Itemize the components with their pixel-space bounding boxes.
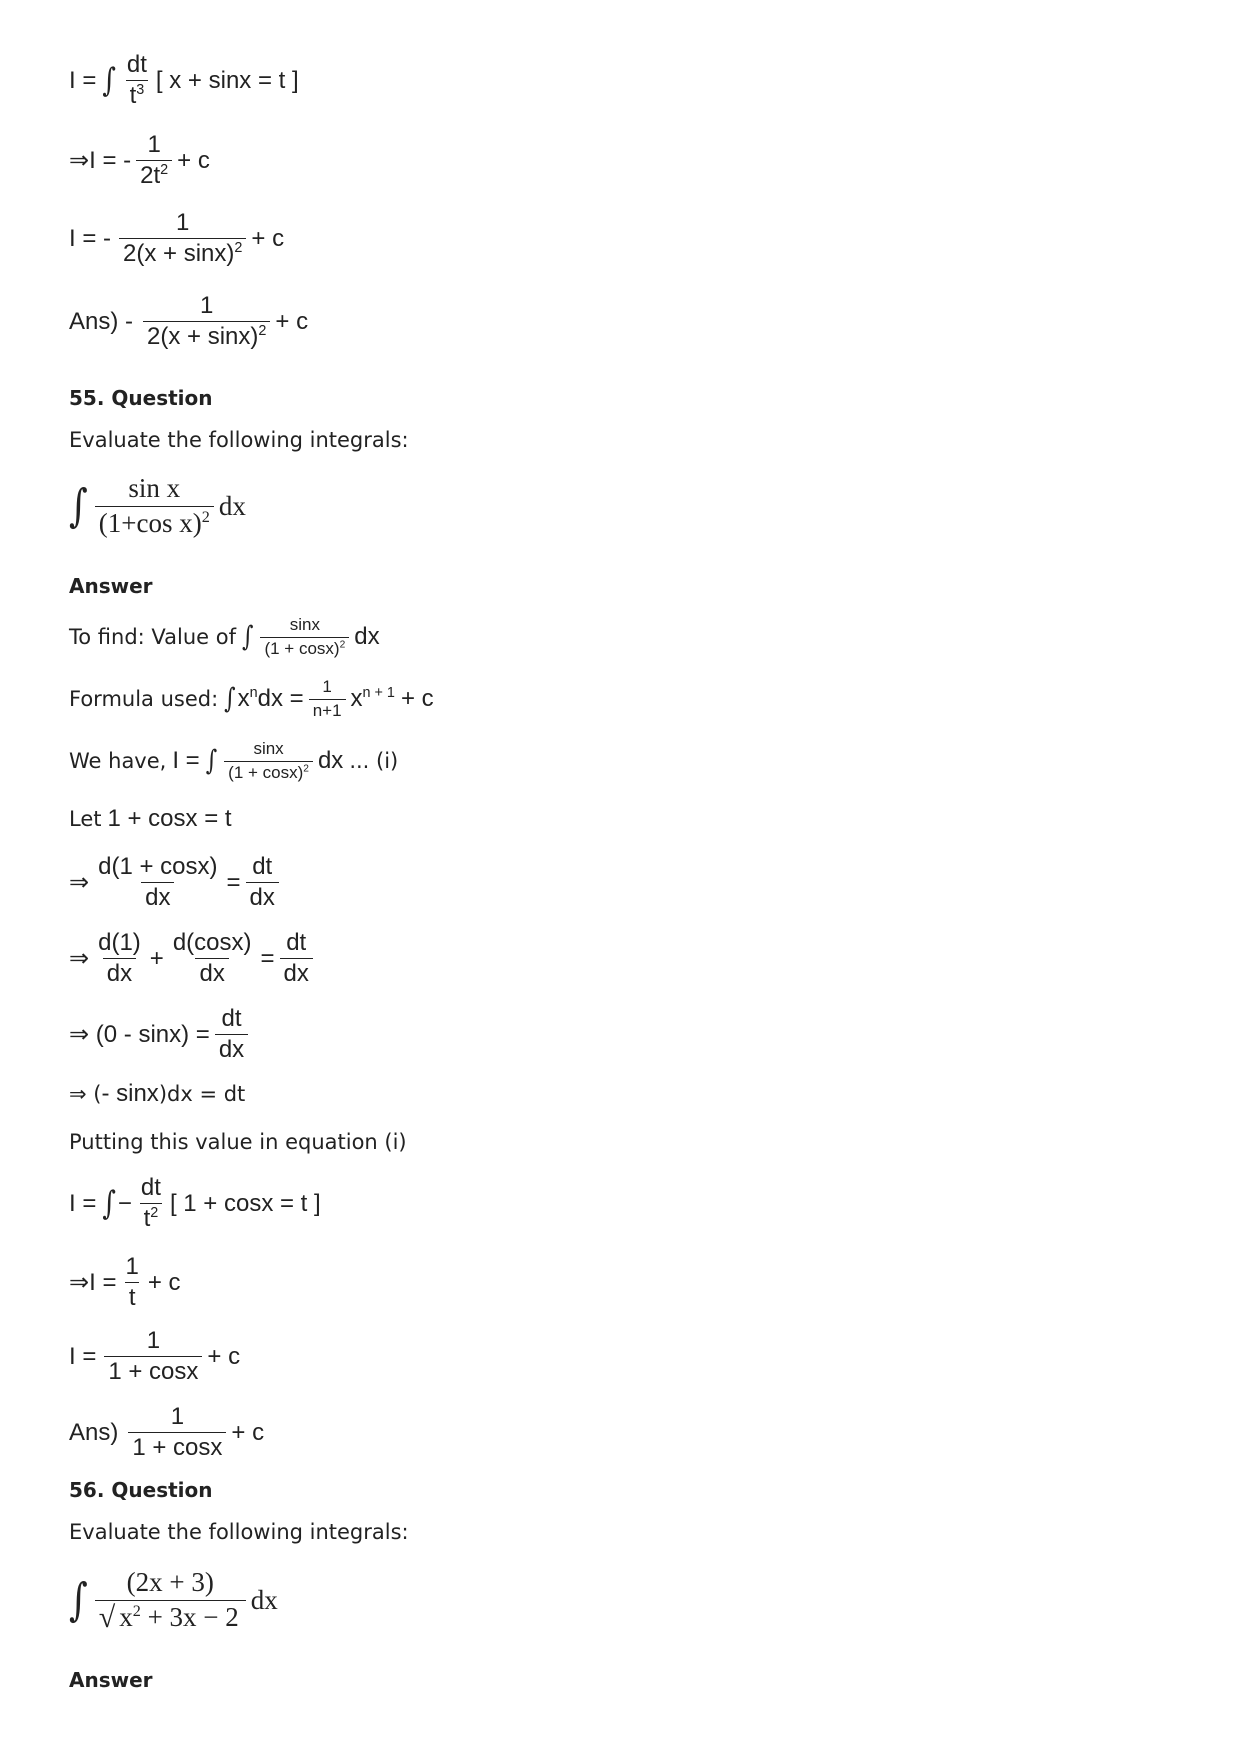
substitution: [ x + sinx = t ] (155, 66, 299, 94)
we-have-line: We have, I = ∫ $\frac{\sin x}{(1 + \cos x)^2}$ dx ... (i) (69, 739, 399, 782)
integral-sign-icon: ∫ (69, 480, 88, 532)
integral-sign-icon: ∫ (69, 1575, 88, 1627)
integral-sign-icon: ∫ (224, 683, 236, 715)
answer-55: Ans) $\frac{1}{1 + \cos x}$ + c (69, 1403, 265, 1462)
prev-line-2: ⇒I = - $\frac{1}{2t^2}$ + c (69, 131, 210, 190)
question-56-integral: ∫ (2x + 3) √ $x^2 + 3x - 2$ dx (69, 1567, 278, 1634)
integral-line-3: I = $\frac{1}{1 + \cos x}$ + c (69, 1327, 241, 1386)
let-line: Let 1 + cosx = t (69, 805, 232, 832)
radical-sign-icon: √ (98, 1600, 116, 1634)
integral-line-2: ⇒I = $\frac{1}{t}$ + c (69, 1253, 181, 1312)
prev-answer: Ans) - $\frac{1}{2(x + \sin x)^2}$ + c (69, 292, 309, 351)
question-56-prompt: Evaluate the following integrals: (69, 1520, 409, 1544)
integral-sign-icon: ∫ (242, 621, 254, 653)
square-root: √ $x^2 + 3x - 2$ (98, 1600, 239, 1634)
step-3: ⇒ (0 - sinx) = $\frac{dt}{dx}$ (69, 1006, 253, 1064)
step-2: ⇒ $\frac{d(1)}{dx}$ + $\frac{d(\cos x)}{dx}$ = $\frac{dt}{dx}$ (69, 930, 318, 988)
step-1: ⇒ $\frac{d(1 + \cos x)}{dx}$ = $\frac{dt}{dx}$ (69, 854, 284, 912)
integral-line-1: I = ∫ − $\frac{dt}{t^2}$ [ 1 + cosx = t ] (69, 1174, 321, 1233)
putting-line: Putting this value in equation (i) (69, 1130, 407, 1154)
to-find-line: To find: Value of ∫ $\frac{\sin x}{(1 + \cos x)^2}$ dx (69, 615, 380, 658)
integral-sign-icon: ∫ (205, 745, 218, 777)
answer-label-56: Answer (69, 1668, 153, 1692)
question-55-integral: ∫ $\frac{\text{sin x}}{(1+\cos x)^2}$ dx (69, 473, 246, 538)
lhs: I = (69, 66, 97, 94)
question-56-heading: 56. Question (69, 1478, 213, 1502)
formula-used-line: Formula used: ∫ $x^ndx$ = $\frac{1}{n+1}$ $x^{n + 1}$ + c (69, 677, 434, 720)
answer-label: Answer (69, 574, 153, 598)
integral-sign-icon: ∫ (102, 62, 116, 100)
question-55-heading: 55. Question (69, 386, 213, 410)
step-4: ⇒ ( - sinx )dx = dt (69, 1080, 246, 1107)
question-55-prompt: Evaluate the following integrals: (69, 428, 409, 452)
integral-sign-icon: ∫ (102, 1185, 116, 1223)
prev-line-1 (69, 52, 299, 110)
fraction: $\frac{dt}{t^3}$ (126, 51, 147, 110)
prev-line-3: I = - $\frac{1}{2(x + \sin x)^2}$ + c (69, 209, 285, 268)
